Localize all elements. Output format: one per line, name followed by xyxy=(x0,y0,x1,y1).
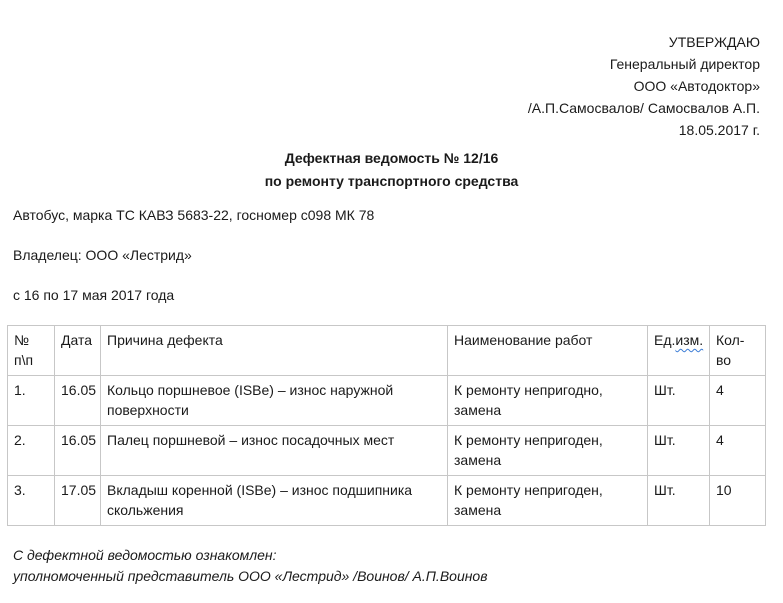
table-header-row xyxy=(8,326,766,376)
approval-block xyxy=(528,31,760,141)
cell-num: 2. xyxy=(8,426,55,476)
cell-cause: Кольцо поршневое (ISBe) – износ наружной поверхности xyxy=(101,376,448,426)
vehicle-info: Автобус, марка ТС КАВЗ 5683-22, госномер с098 МК 78 xyxy=(13,207,375,223)
document-title xyxy=(0,147,783,193)
cell-qty: 4 xyxy=(710,426,766,476)
cell-work: К ремонту непригоден, замена xyxy=(448,476,648,526)
owner-info: Владелец: ООО «Лестрид» xyxy=(13,247,192,263)
header-work: Наименование работ xyxy=(448,326,648,376)
period-info: с 16 по 17 мая 2017 года xyxy=(13,287,175,303)
cell-date: 17.05 xyxy=(55,476,101,526)
cell-work: К ремонту непригодно, замена xyxy=(448,376,648,426)
table-row xyxy=(8,426,766,476)
header-cause: Причина дефекта xyxy=(101,326,448,376)
header-unit-suffix: изм. xyxy=(675,332,704,348)
cell-unit: Шт. xyxy=(648,476,710,526)
defects-table xyxy=(7,325,766,526)
cell-work: К ремонту непригоден, замена xyxy=(448,426,648,476)
cell-unit: Шт. xyxy=(648,376,710,426)
header-date: Дата xyxy=(55,326,101,376)
acknowledgement-line-2: уполномоченный представитель ООО «Лестрид» /Воинов/ А.П.Воинов xyxy=(13,568,488,584)
approval-signature: /А.П.Самосвалов/ Самосвалов А.П. xyxy=(527,100,760,116)
approval-heading: УТВЕРЖДАЮ xyxy=(668,34,760,50)
title-line-2: по ремонту транспортного средства xyxy=(264,173,519,189)
acknowledgement-line-1: С дефектной ведомостью ознакомлен: xyxy=(13,547,277,563)
cell-date: 16.05 xyxy=(55,426,101,476)
cell-qty: 10 xyxy=(710,476,766,526)
cell-date: 16.05 xyxy=(55,376,101,426)
cell-num: 3. xyxy=(8,476,55,526)
table-row xyxy=(8,376,766,426)
table-row xyxy=(8,476,766,526)
header-num: № п\п xyxy=(8,326,55,376)
approval-position: Генеральный директор xyxy=(609,56,760,72)
cell-cause: Палец поршневой – износ посадочных мест xyxy=(101,426,448,476)
approval-company: ООО «Автодоктор» xyxy=(633,78,760,94)
header-qty: Кол-во xyxy=(710,326,766,376)
title-line-1: Дефектная ведомость № 12/16 xyxy=(284,150,499,166)
cell-qty: 4 xyxy=(710,376,766,426)
header-unit xyxy=(648,326,710,376)
cell-num: 1. xyxy=(8,376,55,426)
approval-date: 18.05.2017 г. xyxy=(678,122,760,138)
cell-unit: Шт. xyxy=(648,426,710,476)
header-unit-prefix: Ед. xyxy=(654,332,676,348)
acknowledgement-block xyxy=(13,545,488,587)
cell-cause: Вкладыш коренной (ISBe) – износ подшипника скольжения xyxy=(101,476,448,526)
